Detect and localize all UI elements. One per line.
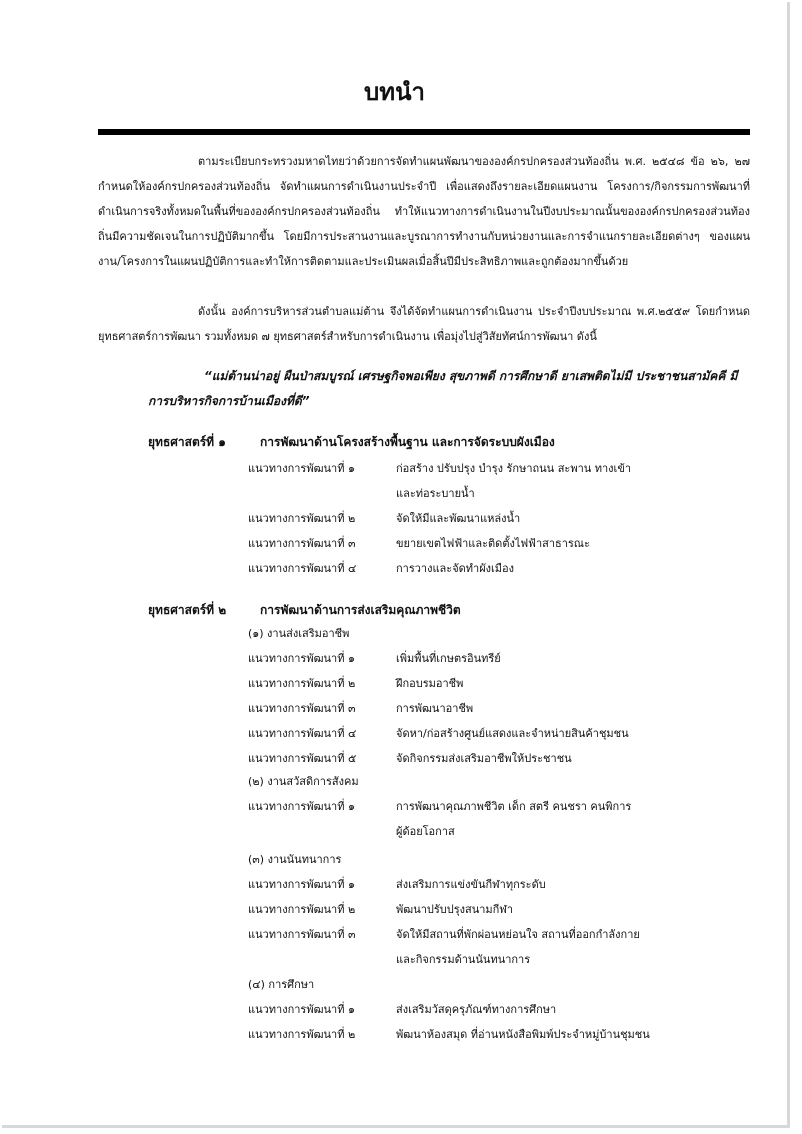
- guideline-label: แนวทางการพัฒนาที่ ๒: [248, 1028, 356, 1041]
- strategy-paragraph: ดังนั้น องค์การบริหารส่วนตำบลแม่ต้าน จึงได้จัดทำแผนการดำเนินงาน ประจำปีงบประมาณ พ.ศ.๒๕๕๙ โดยกำหนดยุทธศาสตร์การพัฒนา รวมทั้งหมด ๗ ยุทธศาสตร์สำหรับการดำเนินงาน เพื่อมุ่งไปสู่วิสัยทัศน์การพัฒนา ดังนี้: [98, 305, 750, 343]
- guideline-label: แนวทางการพัฒนาที่ ๓: [248, 702, 356, 715]
- guideline-desc: การวางและจัดทำผังเมือง: [396, 562, 515, 575]
- guideline-label: แนวทางการพัฒนาที่ ๑: [248, 1003, 355, 1016]
- guideline-desc: จัดให้มีสถานที่พักผ่อนหย่อนใจ สถานที่ออกกำลังกาย: [396, 928, 640, 941]
- guideline-label: แนวทางการพัฒนาที่ ๑: [248, 878, 355, 891]
- guideline-label: แนวทางการพัฒนาที่ ๒: [248, 903, 356, 916]
- guideline-desc: ส่งเสริมวัสดุครุภัณฑ์ทางการศึกษา: [396, 1003, 557, 1016]
- guideline-label: แนวทางการพัฒนาที่ ๒: [248, 512, 356, 525]
- guideline-desc: ส่งเสริมการแข่งขันกีฬาทุกระดับ: [396, 878, 546, 891]
- guideline-label: แนวทางการพัฒนาที่ ๓: [248, 928, 356, 941]
- guideline-label: แนวทางการพัฒนาที่ ๓: [248, 537, 356, 550]
- guideline-label: แนวทางการพัฒนาที่ ๑: [248, 462, 355, 475]
- guideline-desc: และกิจกรรมด้านนันทนาการ: [396, 953, 531, 966]
- guideline-desc: จัดหา/ก่อสร้างศูนย์แสดงและจำหน่ายสินค้าชุมชน: [396, 727, 629, 740]
- guideline-desc: ฝึกอบรมอาชีพ: [396, 677, 464, 690]
- guideline-desc: ขยายเขตไฟฟ้าและติดตั้งไฟฟ้าสาธารณะ: [396, 537, 590, 550]
- guideline-label: แนวทางการพัฒนาที่ ๔: [248, 562, 357, 575]
- group-title: (๔) การศึกษา: [248, 978, 315, 991]
- guideline-desc: พัฒนาปรับปรุงสนามกีฬา: [396, 903, 514, 916]
- strategy-label: ยุทธศาสตร์ที่ ๒: [148, 603, 227, 617]
- strategy-label: ยุทธศาสตร์ที่ ๑: [148, 435, 226, 449]
- group-title: (๒) งานสวัสดิการสังคม: [248, 775, 359, 788]
- guideline-desc: เพิ่มพื้นที่เกษตรอินทรีย์: [396, 652, 501, 665]
- strategy-name: การพัฒนาด้านโครงสร้างพื้นฐาน และการจัดระบบผังเมือง: [260, 435, 555, 449]
- title-rule: [98, 129, 750, 135]
- guideline-desc: ผู้ด้อยโอกาส: [396, 825, 455, 838]
- page-title: บทนำ: [364, 78, 425, 106]
- guideline-label: แนวทางการพัฒนาที่ ๕: [248, 752, 357, 765]
- guideline-desc: จัดให้มีและพัฒนาแหล่งน้ำ: [396, 512, 521, 525]
- guideline-label: แนวทางการพัฒนาที่ ๑: [248, 800, 355, 813]
- group-title: (๓) งานนันทนาการ: [248, 853, 342, 866]
- vision-statement: “แม่ต้านน่าอยู่ ผืนป่าสมบูรณ์ เศรษฐกิจพอเพียง สุขภาพดี การศึกษาดี ยาเสพติดไม่มี ประชาชนสามัคคี มีการบริหารกิจการบ้านเมืองที่ดี”: [148, 369, 738, 408]
- guideline-label: แนวทางการพัฒนาที่ ๒: [248, 677, 356, 690]
- intro-paragraph: ตามระเบียบกระทรวงมหาดไทยว่าด้วยการจัดทำแผนพัฒนาขององค์กรปกครองส่วนท้องถิ่น พ.ศ. ๒๕๔๘ ข้อ ๒๖, ๒๗ กำหนดให้องค์กรปกครองส่วนท้องถิ่น จัดทำแผนการดำเนินงานประจำปี เพื่อแสดงถึงรายละเอียดแผนงาน โครงการ/กิจกรรมการพัฒนาที่ดำเนินการจริงทั้งหมดในพื้นที่ขององค์กรปกครองส่วนท้องถิ่น ทำให้แนวทางการดำเนินงานในปีงบประมาณนั้นขององค์กรปกครองส่วนท้องถิ่นมีความชัดเจนในการปฏิบัติมากขึ้น โดยมีการประสานงานและบูรณาการทำงานกับหน่วยงานและการจำแนกรายละเอียดต่างๆ ของแผนงาน/โครงการในแผนปฏิบัติการและทำให้การติดตามและประเมินผลเมื่อสิ้นปีมีประสิทธิภาพและถูกต้องมากขึ้นด้วย: [98, 155, 750, 268]
- strategy-heading: [148, 432, 555, 452]
- guideline-label: แนวทางการพัฒนาที่ ๑: [248, 652, 355, 665]
- guideline-desc: การพัฒนาอาชีพ: [396, 702, 474, 715]
- group-title: (๑) งานส่งเสริมอาชีพ: [248, 627, 350, 640]
- strategy-heading: [148, 600, 461, 620]
- strategy-name: การพัฒนาด้านการส่งเสริมคุณภาพชีวิต: [260, 603, 461, 617]
- guideline-desc: จัดกิจกรรมส่งเสริมอาชีพให้ประชาชน: [396, 752, 572, 765]
- guideline-label: แนวทางการพัฒนาที่ ๔: [248, 727, 357, 740]
- guideline-desc: พัฒนาห้องสมุด ที่อ่านหนังสือพิมพ์ประจำหมู่บ้านชุมชน: [396, 1028, 650, 1041]
- guideline-desc: การพัฒนาคุณภาพชีวิต เด็ก สตรี คนชรา คนพิการ: [396, 800, 632, 813]
- document-page: [2, 2, 790, 1128]
- guideline-desc: ก่อสร้าง ปรับปรุง บำรุง รักษาถนน สะพาน ทางเข้า: [396, 462, 632, 475]
- guideline-desc: และท่อระบายน้ำ: [396, 487, 475, 500]
